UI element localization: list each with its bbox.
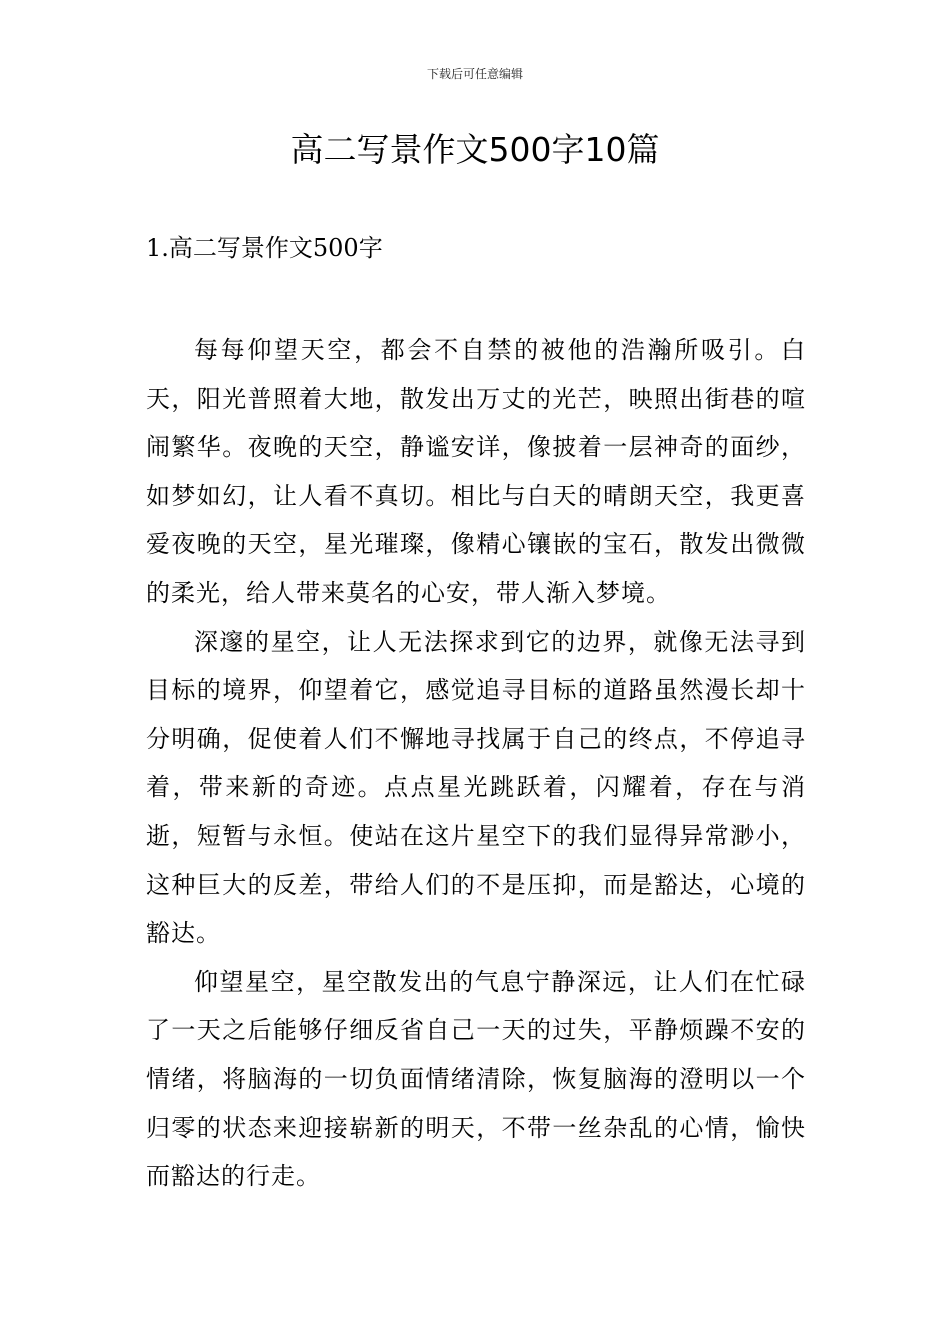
paragraph-3: 仰望星空，星空散发出的气息宁静深远，让人们在忙碌了一天之后能够仔细反省自己一天的过失，平静烦躁不安的情绪，将脑海的一切负面情绪清除，恢复脑海的澄明以一个归零的状态来迎接崭新的明天，不带一丝杂乱的心情，愉快而豁达的行走。 [146,967,806,1191]
paragraph-2: 深邃的星空，让人无法探求到它的边界，就像无法寻到目标的境界，仰望着它，感觉追寻目标的道路虽然漫长却十分明确，促使着人们不懈地寻找属于自己的终点，不停追寻着，带来新的奇迹。点点星光跳跃着，闪耀着，存在与消逝，短暂与永恒。使站在这片星空下的我们显得异常渺小，这种巨大的反差，带给人们的不是压抑，而是豁达，心境的豁达。 [146,627,806,948]
document-title: 高二写景作文500字10篇 [290,130,660,169]
header-note: 下载后可任意编辑 [426,67,523,81]
section-heading: 1.高二写景作文500字 [146,234,383,262]
article-body [146,326,806,1201]
paragraph-1: 每每仰望天空，都会不自禁的被他的浩瀚所吸引。白天，阳光普照着大地，散发出万丈的光芒，映照出街巷的喧闹繁华。夜晚的天空，静谧安详，像披着一层神奇的面纱，如梦如幻，让人看不真切。相比与白天的晴朗天空，我更喜爱夜晚的天空，星光璀璨，像精心镶嵌的宝石，散发出微微的柔光，给人带来莫名的心安，带人渐入梦境。 [146,336,806,607]
